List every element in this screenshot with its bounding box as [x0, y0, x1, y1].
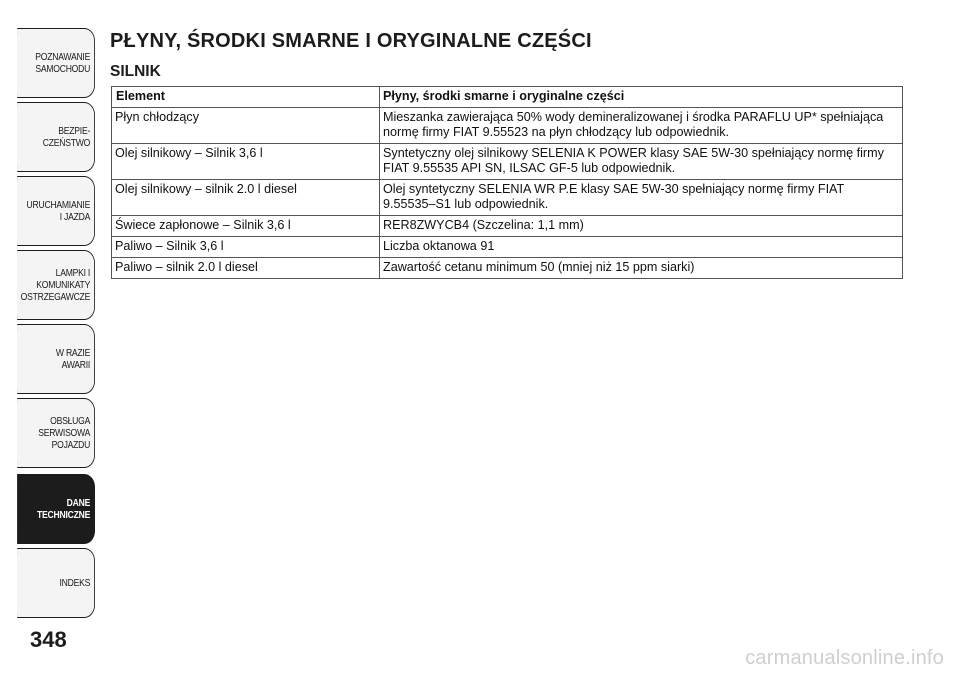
page-number: 348	[30, 627, 67, 652]
table-row	[112, 216, 903, 237]
page-title: PŁYNY, ŚRODKI SMARNE I ORYGINALNE CZĘŚCI	[110, 30, 592, 52]
table-row	[112, 258, 903, 279]
table-cell-spec: RER8ZWYCB4 (Szczelina: 1,1 mm)	[380, 216, 903, 237]
tab-poznawanie-samochodu[interactable]: POZNAWANIE SAMOCHODU	[17, 28, 95, 98]
tab-w-razie-awarii[interactable]: W RAZIE AWARII	[17, 324, 95, 394]
tab-dane-techniczne[interactable]: DANE TECHNICZNE	[17, 474, 95, 544]
tab-uruchamianie-i-jazda[interactable]: URUCHAMIANIE I JAZDA	[17, 176, 95, 246]
tab-bezpieczenstwo[interactable]: BEZPIE- CZEŃSTWO	[17, 102, 95, 172]
table-cell-spec: Liczba oktanowa 91	[380, 237, 903, 258]
table-row	[112, 144, 903, 180]
table-cell-element: Paliwo – Silnik 3,6 l	[112, 237, 380, 258]
table-row	[112, 180, 903, 216]
table-row	[112, 237, 903, 258]
table-cell-element: Olej silnikowy – silnik 2.0 l diesel	[112, 180, 380, 216]
table-cell-element: Świece zapłonowe – Silnik 3,6 l	[112, 216, 380, 237]
table-cell-spec: Mieszanka zawierająca 50% wody demineralizowanej i środka PARAFLU UP* spełniająca normę firmy FIAT 9.55523 na płyn chłodzący lub odpowiednik.	[380, 108, 903, 144]
table-cell-spec: Olej syntetyczny SELENIA WR P.E klasy SAE 5W-30 spełniający normę firmy FIAT 9.55535–S1 lub odpowiednik.	[380, 180, 903, 216]
table-cell-spec: Syntetyczny olej silnikowy SELENIA K POWER klasy SAE 5W-30 spełniający normę firmy FIAT 9.55535 API SN, ILSAC GF-5 lub odpowiednik.	[380, 144, 903, 180]
tab-obsluga-serwisowa[interactable]: OBSŁUGA SERWISOWA POJAZDU	[17, 398, 95, 468]
fluids-table	[111, 86, 903, 279]
watermark: carmanualsonline.info	[745, 647, 944, 669]
column-header-element: Element	[112, 87, 380, 108]
tab-indeks[interactable]: INDEKS	[17, 548, 95, 618]
section-subtitle: SILNIK	[110, 63, 161, 80]
table-cell-element: Olej silnikowy – Silnik 3,6 l	[112, 144, 380, 180]
table-row	[112, 108, 903, 144]
table-cell-spec: Zawartość cetanu minimum 50 (mniej niż 15 ppm siarki)	[380, 258, 903, 279]
table-cell-element: Paliwo – silnik 2.0 l diesel	[112, 258, 380, 279]
table-cell-element: Płyn chłodzący	[112, 108, 380, 144]
tab-lampki-i-komunikaty[interactable]: LAMPKI I KOMUNIKATY OSTRZEGAWCZE	[17, 250, 95, 320]
column-header-fluids: Płyny, środki smarne i oryginalne części	[380, 87, 903, 108]
table-header-row	[112, 87, 903, 108]
